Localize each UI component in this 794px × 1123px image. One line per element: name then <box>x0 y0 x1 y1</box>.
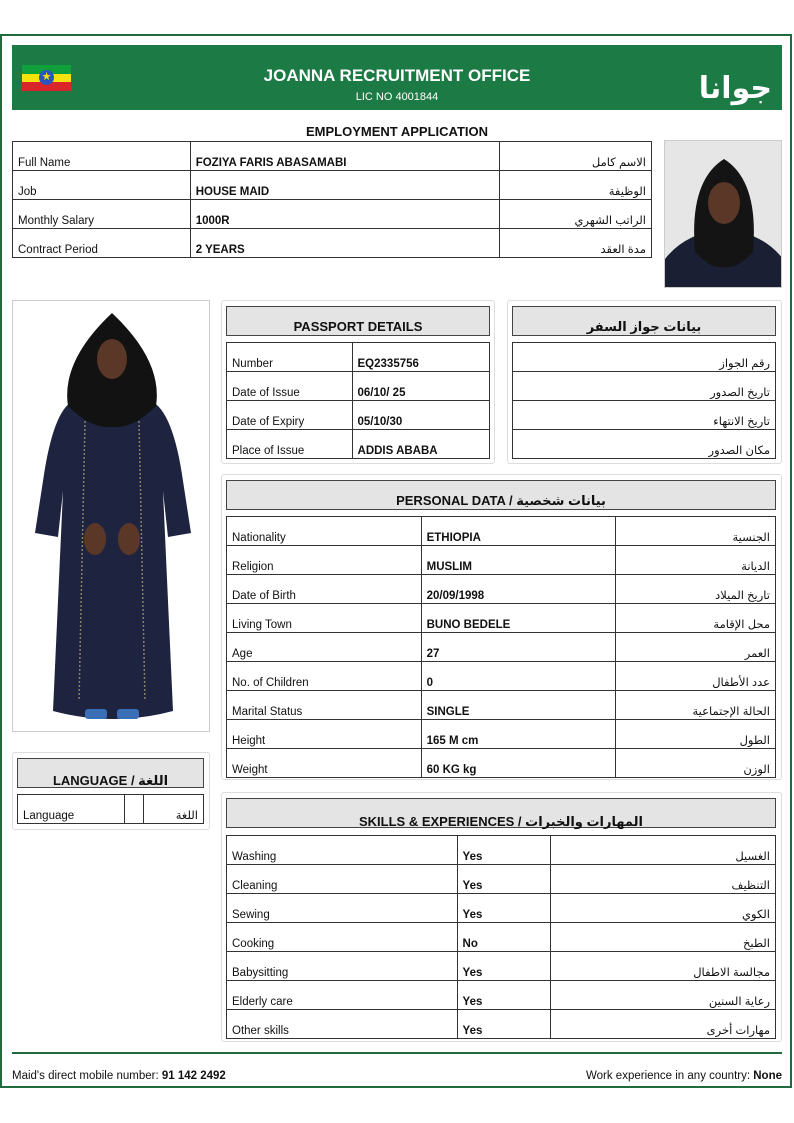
table-row <box>13 142 652 171</box>
field-label: Place of Issue <box>227 430 353 459</box>
field-label: Full Name <box>13 142 191 171</box>
field-label: Age <box>227 633 422 662</box>
field-label-arabic: مدة العقد <box>500 229 652 258</box>
experience-label: Work experience in any country: <box>585 1070 751 1082</box>
personal-data-table <box>226 516 776 778</box>
footer-divider <box>12 1052 782 1054</box>
skills-title: SKILLS & EXPERIENCES / المهارات والخبرات <box>226 798 776 828</box>
field-label-arabic: الاسم كامل <box>500 142 652 171</box>
table-row <box>227 575 776 604</box>
table-row <box>513 430 776 459</box>
field-label: Living Town <box>227 604 422 633</box>
field-label-arabic: الوزن <box>616 749 776 778</box>
field-value: 0 <box>421 662 616 691</box>
table-row <box>513 343 776 372</box>
field-label-arabic: الجنسية <box>616 517 776 546</box>
field-label: Religion <box>227 546 422 575</box>
table-row <box>227 865 776 894</box>
experience-value: None <box>753 1070 782 1082</box>
field-value: Yes <box>457 865 551 894</box>
field-label: Job <box>13 171 191 200</box>
license-number: LIC NO 4001844 <box>355 91 439 103</box>
field-label: Date of Expiry <box>227 401 353 430</box>
field-label-arabic: الغسيل <box>551 836 776 865</box>
field-value: BUNO BEDELE <box>421 604 616 633</box>
field-value: 20/09/1998 <box>421 575 616 604</box>
field-label-arabic: تاريخ الصدور <box>513 372 776 401</box>
field-label: Monthly Salary <box>13 200 191 229</box>
skills-table <box>226 835 776 1039</box>
field-label-arabic: العمر <box>616 633 776 662</box>
field-label-arabic: الطبخ <box>551 923 776 952</box>
field-label-arabic: مكان الصدور <box>513 430 776 459</box>
field-label: Date of Birth <box>227 575 422 604</box>
field-label: Height <box>227 720 422 749</box>
field-label: Date of Issue <box>227 372 353 401</box>
table-row <box>227 662 776 691</box>
table-row <box>227 952 776 981</box>
table-row <box>227 1010 776 1039</box>
field-label-arabic: الطول <box>616 720 776 749</box>
passport-table <box>226 342 490 459</box>
table-row <box>227 372 490 401</box>
language-table <box>17 794 204 824</box>
table-row <box>227 517 776 546</box>
header-banner <box>12 45 782 110</box>
field-value: Yes <box>457 981 551 1010</box>
field-label: Cleaning <box>227 865 458 894</box>
field-label-arabic: تاريخ الميلاد <box>616 575 776 604</box>
personal-data-title: PERSONAL DATA / بيانات شخصية <box>226 480 776 510</box>
field-label: Cooking <box>227 923 458 952</box>
field-label-arabic: محل الإقامة <box>616 604 776 633</box>
field-label-arabic: مجالسة الاطفال <box>551 952 776 981</box>
field-value: 60 KG kg <box>421 749 616 778</box>
table-row <box>227 691 776 720</box>
field-label: Language <box>18 795 125 824</box>
field-label: Marital Status <box>227 691 422 720</box>
table-row <box>513 401 776 430</box>
field-value: 2 YEARS <box>190 229 500 258</box>
field-label: Babysitting <box>227 952 458 981</box>
table-row <box>227 749 776 778</box>
ethiopia-flag-icon: ★ <box>22 65 71 91</box>
passport-title-arabic: بيانات جواز السفر <box>512 306 776 336</box>
field-label: No. of Children <box>227 662 422 691</box>
work-experience-line <box>586 1070 782 1082</box>
field-label-arabic: التنظيف <box>551 865 776 894</box>
field-value: ADDIS ABABA <box>352 430 489 459</box>
field-label-arabic: الكوي <box>551 894 776 923</box>
field-value: Yes <box>457 836 551 865</box>
table-row <box>513 372 776 401</box>
field-value: FOZIYA FARIS ABASAMABI <box>190 142 500 171</box>
table-row <box>227 401 490 430</box>
field-label: Washing <box>227 836 458 865</box>
portrait-photo <box>664 140 782 288</box>
table-row <box>13 171 652 200</box>
field-label: Nationality <box>227 517 422 546</box>
mobile-value: 91 142 2492 <box>161 1070 226 1082</box>
field-value: 165 M cm <box>421 720 616 749</box>
field-label-arabic: اللغة <box>144 795 204 824</box>
office-name: JOANNA RECRUITMENT OFFICE <box>263 66 531 85</box>
application-table <box>12 141 652 258</box>
table-row <box>227 981 776 1010</box>
table-row <box>13 229 652 258</box>
field-label-arabic: رقم الجواز <box>513 343 776 372</box>
table-row <box>227 720 776 749</box>
application-title: EMPLOYMENT APPLICATION <box>306 124 488 139</box>
table-row <box>18 795 204 824</box>
mobile-number-line <box>12 1070 226 1082</box>
field-value: 06/10/ 25 <box>352 372 489 401</box>
table-row <box>227 633 776 662</box>
field-value: 05/10/30 <box>352 401 489 430</box>
field-label-arabic: الراتب الشهري <box>500 200 652 229</box>
language-value <box>125 795 144 824</box>
field-value: EQ2335756 <box>352 343 489 372</box>
field-value: Yes <box>457 894 551 923</box>
table-row <box>227 923 776 952</box>
field-value: HOUSE MAID <box>190 171 500 200</box>
table-row <box>227 343 490 372</box>
field-label-arabic: مهارات أخرى <box>551 1010 776 1039</box>
table-row <box>227 836 776 865</box>
field-value: MUSLIM <box>421 546 616 575</box>
field-label: Weight <box>227 749 422 778</box>
passport-title: PASSPORT DETAILS <box>226 306 490 336</box>
field-value: SINGLE <box>421 691 616 720</box>
field-label-arabic: الوظيفة <box>500 171 652 200</box>
table-row <box>227 604 776 633</box>
table-row <box>227 430 490 459</box>
passport-arabic-table <box>512 342 776 459</box>
field-value: No <box>457 923 551 952</box>
field-label: Number <box>227 343 353 372</box>
field-label-arabic: الديانة <box>616 546 776 575</box>
field-label-arabic: رعاية السنين <box>551 981 776 1010</box>
field-label: Other skills <box>227 1010 458 1039</box>
field-label: Contract Period <box>13 229 191 258</box>
field-value: 27 <box>421 633 616 662</box>
field-label-arabic: الحالة الإجتماعية <box>616 691 776 720</box>
field-label-arabic: تاريخ الانتهاء <box>513 401 776 430</box>
table-row <box>227 894 776 923</box>
field-label: Elderly care <box>227 981 458 1010</box>
field-label: Sewing <box>227 894 458 923</box>
field-label-arabic: عدد الأطفال <box>616 662 776 691</box>
field-value: Yes <box>457 1010 551 1039</box>
language-title: LANGUAGE / اللغة <box>17 758 204 788</box>
mobile-label: Maid's direct mobile number: <box>12 1070 159 1082</box>
field-value: Yes <box>457 952 551 981</box>
table-row <box>227 546 776 575</box>
field-value: 1000R <box>190 200 500 229</box>
field-value: ETHIOPIA <box>421 517 616 546</box>
arabic-logo: جوانا <box>698 72 772 105</box>
full-body-photo <box>12 300 210 732</box>
table-row <box>13 200 652 229</box>
